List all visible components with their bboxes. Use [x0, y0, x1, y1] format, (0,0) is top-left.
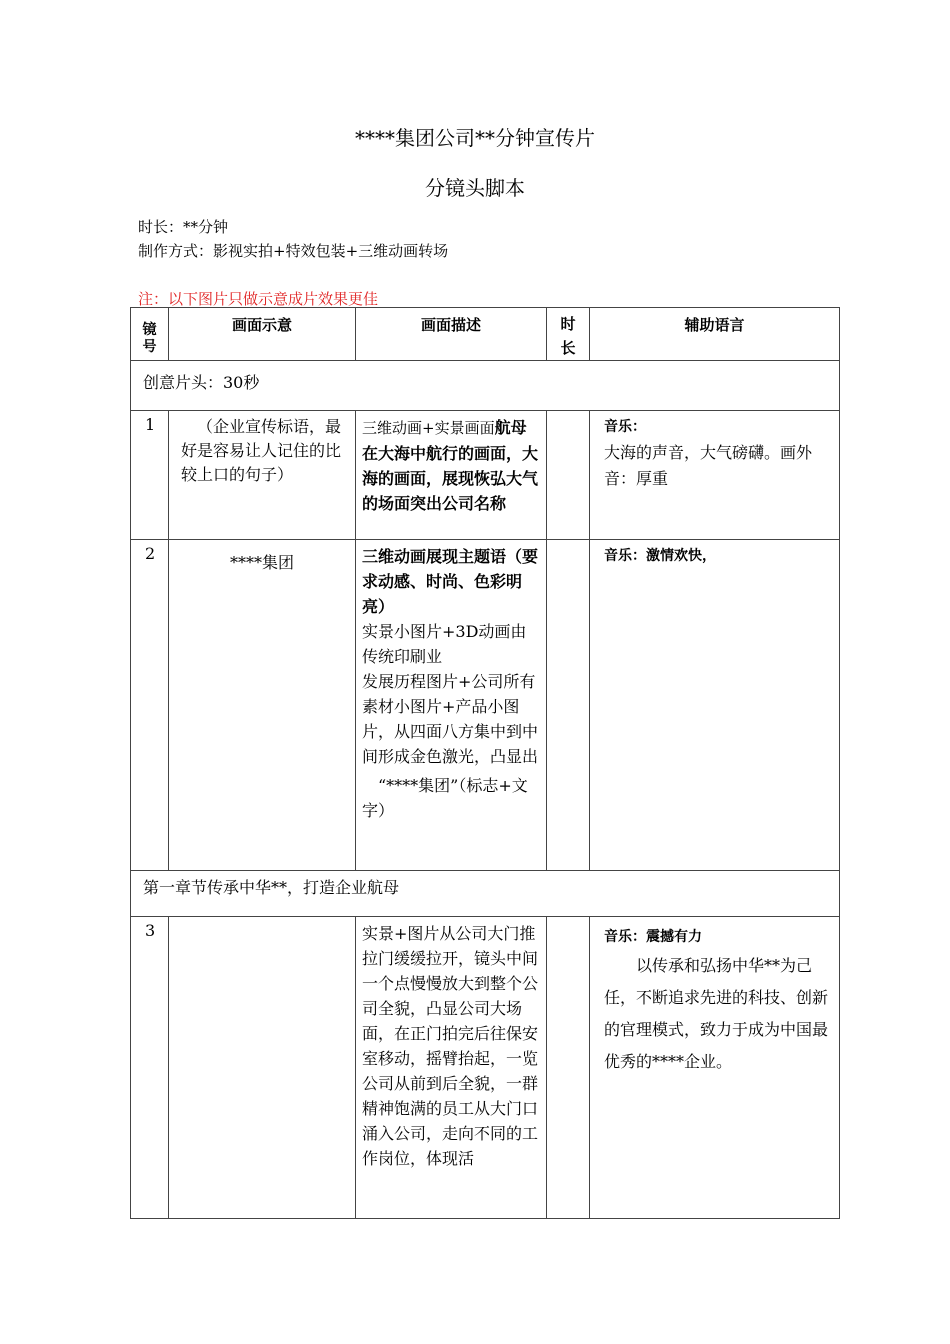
- description-cell: 实景+图片从公司大门推拉门缓缓拉开，镜头中间一个点慢慢放大到整个公司全貌，凸显公司大场面，在正门拍完后往保安室移动，摇臂抬起，一览公司从前到后全貌，一群精神饱满的员工从大门口涌入公司，走向不同的工作岗位，体现活: [356, 917, 547, 1219]
- table-header-row: [131, 308, 840, 361]
- document-subtitle: 分镜头脚本: [425, 176, 525, 200]
- aux-cell: 音乐：激情欢快，: [590, 540, 840, 871]
- section-row-opening: [131, 361, 840, 411]
- picture-cell: [169, 917, 356, 1219]
- shot-number: 2: [131, 540, 169, 871]
- section-row-chapter1: [131, 871, 840, 917]
- red-note: 注：以下图片只做示意成片效果更佳: [138, 290, 379, 308]
- description-cell: 三维动画展现主题语（要求动感、时尚、色彩明亮） 实景小图片+3D动画由传统印刷业 发展历程图片+公司所有素材小图片+产品小图片，从四面八方集中到中间形成金色激光，凸显出 “****集团”（标志+文字）: [356, 540, 547, 871]
- header-time: 时长: [547, 308, 590, 361]
- time-cell: [547, 411, 590, 540]
- header-shot-no: 镜号: [131, 308, 169, 361]
- section-title-opening: 创意片头：30秒: [131, 361, 840, 411]
- description-cell: 三维动画+实景画面航母在大海中航行的画面，大海的画面，展现恢弘大气的场面突出公司名称: [356, 411, 547, 540]
- duration-line: 时长：**分钟: [138, 218, 229, 236]
- table-row: [131, 411, 840, 540]
- aux-cell: 音乐： 大海的声音，大气磅礴。画外音：厚重: [590, 411, 840, 540]
- storyboard-table: [130, 307, 840, 1219]
- time-cell: [547, 917, 590, 1219]
- picture-cell: （企业宣传标语，最好是容易让人记住的比较上口的句子）: [169, 411, 356, 540]
- section-title-chapter1: 第一章节传承中华**，打造企业航母: [131, 871, 840, 917]
- shot-number: 1: [131, 411, 169, 540]
- picture-cell: ****集团: [169, 540, 356, 871]
- time-cell: [547, 540, 590, 871]
- header-picture: 画面示意: [169, 308, 356, 361]
- document-title: ****集团公司**分钟宣传片: [355, 126, 595, 150]
- header-aux: 辅助语言: [590, 308, 840, 361]
- production-method-line: 制作方式：影视实拍+特效包装+三维动画转场: [138, 242, 449, 260]
- shot-number: 3: [131, 917, 169, 1219]
- aux-cell: 音乐：震撼有力 以传承和弘扬中华**为己任，不断追求先进的科技、创新的官理模式，致力于成为中国最优秀的****企业。: [590, 917, 840, 1219]
- table-row: [131, 917, 840, 1219]
- header-description: 画面描述: [356, 308, 547, 361]
- table-row: [131, 540, 840, 871]
